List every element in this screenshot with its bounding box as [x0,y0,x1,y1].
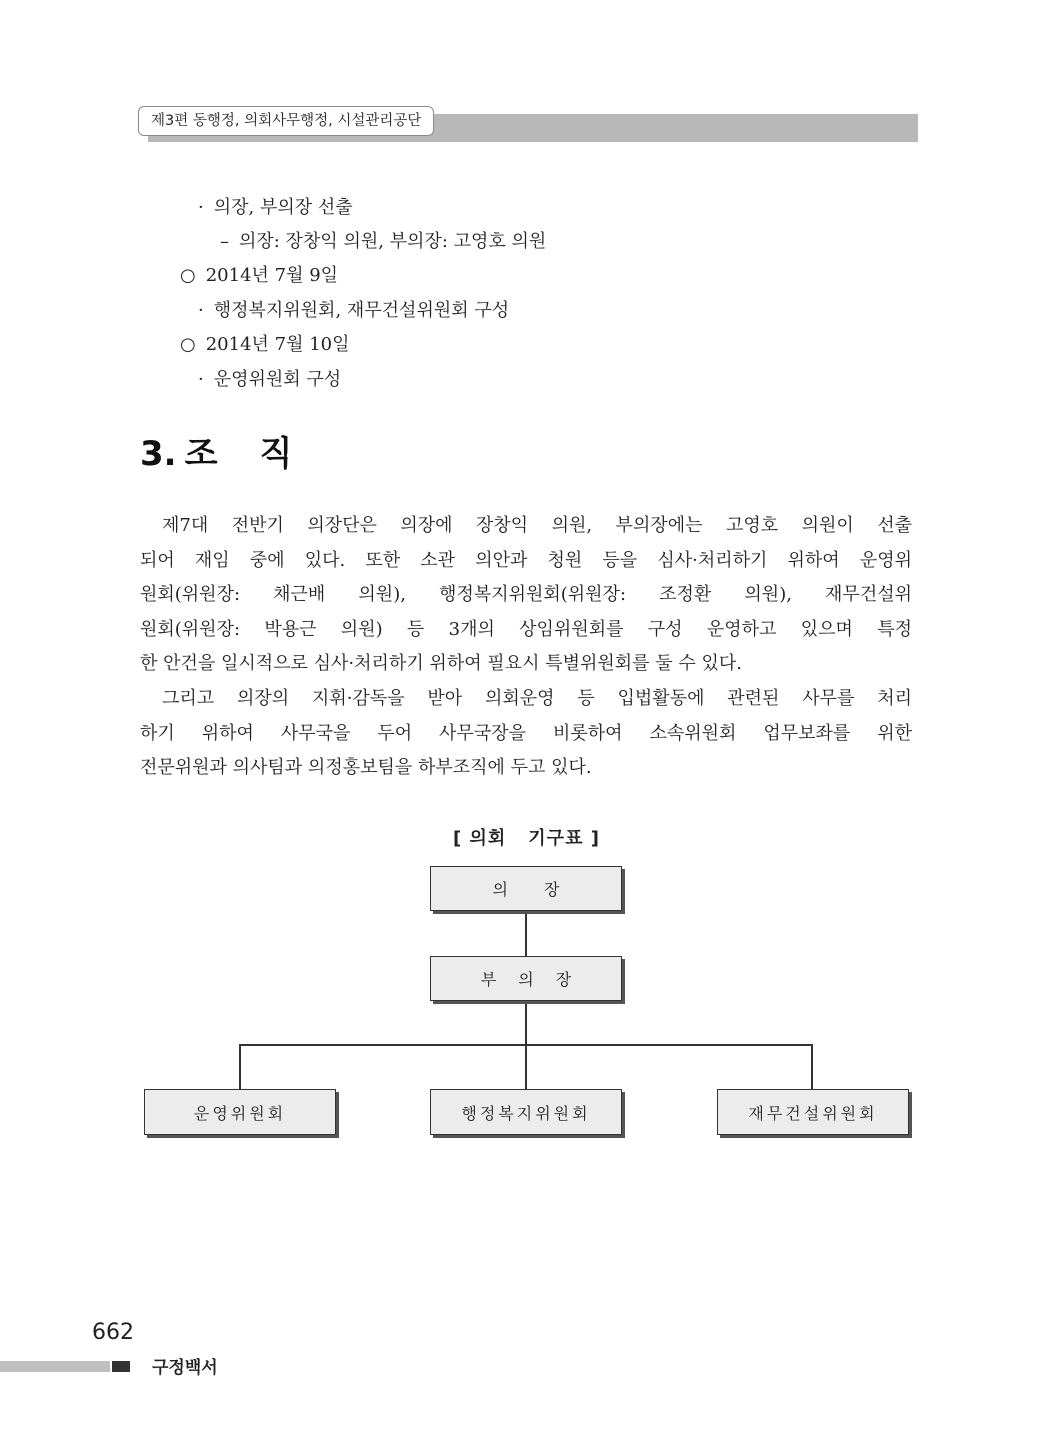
list-item [220,227,546,253]
org-box-label: 의장 [492,880,596,899]
footer-marker [112,1361,130,1372]
connector-line [239,1044,813,1046]
org-box-committee [430,1089,622,1135]
bullet-marker: · [198,197,204,218]
connector-line [239,1044,241,1090]
list-item-text: 운영위원회 구성 [213,369,342,390]
list-item [180,261,338,287]
section-title-part: 조 [184,434,218,474]
circle-marker: ○ [180,265,196,286]
connector-line [525,910,527,956]
org-chart-title [0,824,1053,850]
org-box-committee [144,1089,336,1135]
paragraph-line: 전문위원과 의사팀과 의정홍보팀을 하부조직에 두고 있다. [140,757,592,778]
section-number: 3. [140,434,177,474]
footer-bar [0,1361,110,1372]
list-item [198,296,509,322]
section-title-part: 직 [259,434,293,474]
list-item-text: 의장, 부의장 선출 [213,197,353,218]
bullet-marker: · [198,369,204,390]
paragraph-line: 한 안건을 일시적으로 심사·처리하기 위하여 필요시 특별위원회를 둘 수 있다. [140,653,742,674]
list-item-text: 의장: 장창익 의원, 부의장: 고영호 의원 [239,231,547,252]
org-box-label: 행정복지위원회 [461,1103,591,1123]
circle-marker: ○ [180,334,196,355]
body-paragraph [140,682,912,786]
paragraph-line: 하기 위하여 사무국을 두어 사무국장을 비롯하여 소속위원회 업무보좌를 위한 [140,722,912,744]
paragraph-line: 원회(위원장: 채근배 의원), 행정복지위원회(위원장: 조정환 의원), 재무건설위 [140,584,912,605]
body-paragraph [140,509,912,682]
paragraph-line: 제7대 전반기 의장단은 의장에 장창익 의원, 부의장에는 고영호 의원이 선출 [162,515,912,536]
chapter-header: 제3편 동행정, 의회사무행정, 시설관리공단 [138,106,434,136]
connector-line [811,1044,813,1090]
org-box-committee [717,1089,909,1135]
list-item-text: 2014년 7월 10일 [205,334,350,355]
org-box-vice-chair [430,956,622,1001]
bullet-marker: · [198,300,204,321]
paragraph-line: 그리고 의장의 지휘·감독을 받아 의회운영 등 입법활동에 관련된 사무를 처리 [162,688,912,709]
org-box-label: 재무건설위원회 [748,1103,878,1123]
list-item [198,193,353,219]
dash-marker: – [220,231,229,252]
list-item-text: 2014년 7월 9일 [205,265,339,286]
org-box-label: 부의장 [480,970,594,989]
book-title: 구정백서 [152,1358,218,1378]
org-chart-title-close: 기구표 ] [528,828,600,849]
page-number: 662 [92,1320,134,1345]
list-item [180,330,350,356]
list-item-text: 행정복지위원회, 재무건설위원회 구성 [213,300,510,321]
paragraph-line: 원회(위원장: 박용근 의원) 등 3개의 상임위원회를 구성 운영하고 있으며 특정 [140,618,912,640]
org-chart-title-open: [ 의회 [453,828,507,849]
org-box-chair [430,866,622,911]
org-box-label: 운영위원회 [193,1103,287,1123]
section-heading [140,426,292,475]
paragraph-line: 되어 재임 중에 있다. 또한 소관 의안과 청원 등을 심사·처리하기 위하여 운영위 [140,549,912,571]
list-item [198,365,341,391]
